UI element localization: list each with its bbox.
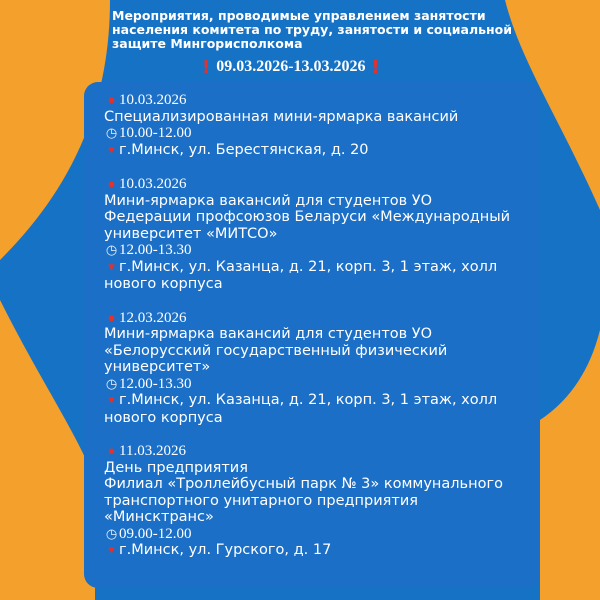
- event-title-line-text: Мини-ярмарка вакансий для студентов УО: [104, 192, 433, 209]
- event-title-line-text: Федерации профсоюзов Беларуси «Международный: [104, 209, 511, 225]
- event-title-line: [104, 343, 524, 360]
- pushpin-icon: ●: [107, 309, 116, 325]
- pushpin-icon: ●: [107, 443, 116, 458]
- event-title-line: [104, 460, 524, 477]
- event-location-line-text: нового корпуса: [104, 276, 223, 292]
- event-location-line-text: г.Минск, ул. Казанца, д. 21, корп. 3, 1 этаж, холл: [119, 392, 498, 408]
- event-title-line: [104, 326, 524, 343]
- pushpin-icon: ●: [107, 92, 116, 107]
- event-time-text: 12.00-13.30: [119, 375, 192, 392]
- exclamation-icon: !: [202, 56, 211, 78]
- clock-icon: ◷: [105, 525, 118, 541]
- exclamation-icon: !: [371, 56, 380, 78]
- clock-icon: ◷: [105, 125, 118, 140]
- clock-icon: ◷: [105, 375, 118, 391]
- event-item: [104, 92, 524, 159]
- event-item: [104, 310, 524, 427]
- location-pin-icon: ▾: [108, 393, 115, 408]
- event-time: [104, 526, 524, 543]
- event-location-line: [104, 259, 524, 277]
- event-item: [104, 176, 524, 293]
- event-title-line: [104, 226, 524, 243]
- event-title-line-text: «Белорусский государственный физический: [104, 342, 448, 359]
- event-location-line-text: г.Минск, ул. Берестянская, д. 20: [119, 141, 369, 158]
- event-title-line: [104, 509, 524, 526]
- event-location-line-text: г.Минск, ул. Гурского, д. 17: [119, 542, 332, 558]
- event-title-line-text: университет «МИТСО»: [104, 225, 278, 242]
- event-time: [104, 376, 524, 393]
- event-location-line: [104, 276, 524, 293]
- event-location-line: [104, 542, 524, 560]
- event-date: [104, 176, 524, 193]
- location-pin-icon: ▾: [108, 543, 115, 558]
- event-title-line-text: университет»: [104, 359, 211, 375]
- event-time: [104, 242, 524, 259]
- event-location-line: [104, 142, 524, 160]
- event-time-text: 10.00-12.00: [119, 125, 192, 141]
- event-title-line: [104, 493, 524, 510]
- event-date: [104, 92, 524, 109]
- events-list: [104, 92, 524, 577]
- event-title-line: [104, 359, 524, 376]
- event-time-text: 09.00-12.00: [119, 525, 192, 542]
- event-date-text: 12.03.2026: [119, 309, 187, 326]
- event-date-text: 11.03.2026: [119, 443, 186, 459]
- event-title-line-text: Филиал «Троллейбусный парк № 3» коммунального: [104, 476, 503, 492]
- clock-icon: ◷: [105, 242, 118, 257]
- event-title-line: [104, 193, 524, 210]
- event-date-text: 10.03.2026: [119, 176, 187, 192]
- event-location-line-text: нового корпуса: [104, 409, 223, 426]
- header-title: Мероприятия, проводимые управлением занятости населения комитета по труду, занятости и социальной защите Мингорисполкома: [112, 8, 512, 51]
- event-title-line-text: «Минсктранс»: [104, 509, 214, 525]
- date-range-row: [202, 55, 380, 79]
- event-title-line-text: Мини-ярмарка вакансий для студентов УО: [104, 326, 433, 342]
- event-title-line-text: транспортного унитарного предприятия: [104, 492, 418, 509]
- event-title-line: [104, 209, 524, 226]
- location-pin-icon: ▾: [108, 259, 115, 275]
- event-time-text: 12.00-13.30: [119, 242, 192, 258]
- event-date: [104, 310, 524, 327]
- event-date: [104, 443, 524, 460]
- date-range: 09.03.2026-13.03.2026: [216, 58, 366, 75]
- event-time: [104, 125, 524, 142]
- event-location-line: [104, 392, 524, 410]
- event-date-text: 10.03.2026: [119, 92, 187, 108]
- event-location-line: [104, 410, 524, 427]
- location-pin-icon: ▾: [108, 142, 115, 158]
- event-title-line-text: День предприятия: [104, 459, 248, 476]
- pushpin-icon: ●: [107, 176, 116, 191]
- event-title-line: [104, 109, 524, 126]
- event-location-line-text: г.Минск, ул. Казанца, д. 21, корп. 3, 1 этаж, холл: [119, 258, 498, 275]
- event-title-line-text: Специализированная мини-ярмарка вакансий: [104, 108, 459, 125]
- event-item: [104, 443, 524, 560]
- event-title-line: [104, 476, 524, 493]
